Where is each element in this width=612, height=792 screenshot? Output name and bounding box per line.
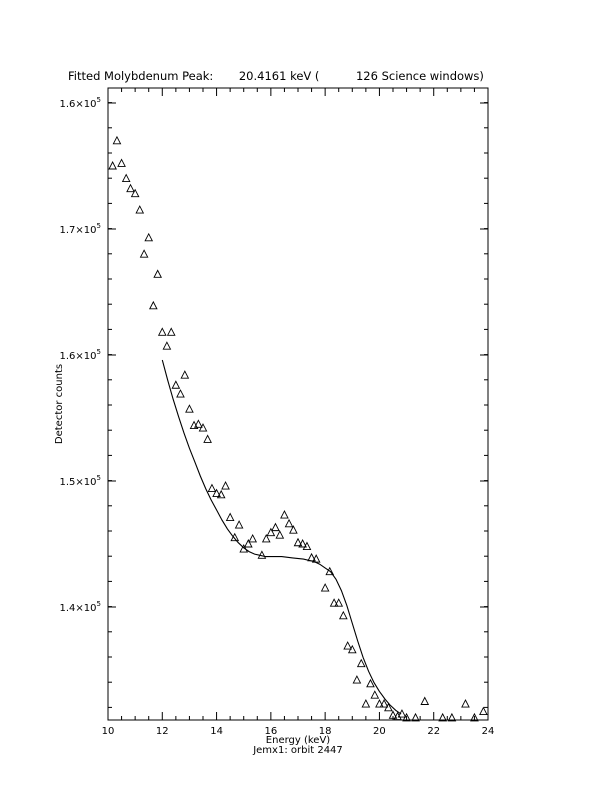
data-point	[236, 521, 243, 528]
data-point	[186, 405, 193, 412]
data-point	[127, 185, 134, 192]
data-point	[159, 328, 166, 335]
data-point	[358, 660, 365, 667]
x-tick-label: 20	[373, 726, 386, 737]
data-point	[340, 612, 347, 619]
y-tick-label: $1.5\times 10^5$	[59, 474, 101, 488]
data-point	[267, 529, 274, 536]
data-point	[249, 535, 256, 542]
data-point	[462, 700, 469, 707]
y-tick-exponent: 5	[96, 96, 101, 104]
data-points	[109, 137, 487, 721]
data-point	[195, 420, 202, 427]
data-point	[272, 524, 279, 531]
data-point	[344, 642, 351, 649]
x-tick-label: 14	[210, 726, 223, 737]
data-point	[113, 137, 120, 144]
y-tick-exponent: 5	[96, 348, 101, 356]
y-tick-exponent: 5	[96, 474, 101, 482]
data-point	[136, 206, 143, 213]
plot-frame	[108, 88, 488, 720]
data-point	[227, 514, 234, 521]
data-point	[181, 371, 188, 378]
y-tick-labels	[60, 96, 101, 614]
y-tick-label: $1.6\times 10^5$	[59, 348, 101, 362]
data-point	[177, 390, 184, 397]
data-point	[132, 190, 139, 197]
fit-line	[162, 360, 401, 714]
fit-curve-layer	[162, 360, 401, 714]
x-tick-label: 10	[101, 726, 115, 737]
data-point	[222, 482, 229, 489]
data-point	[123, 175, 130, 182]
y-tick-exponent: 5	[96, 600, 101, 608]
chart-title: Fitted Molybdenum Peak: 20.4161 keV ( 126 Science windows)	[68, 69, 484, 83]
y-tick-exponent: 5	[96, 222, 101, 230]
data-point	[168, 328, 175, 335]
data-point	[208, 485, 215, 492]
data-point	[276, 531, 283, 538]
data-point	[371, 691, 378, 698]
data-point	[245, 540, 252, 547]
data-point	[118, 159, 125, 166]
data-point	[353, 676, 360, 683]
footer-note: Jemx1: orbit 2447	[253, 745, 343, 756]
x-tick-label: 18	[318, 726, 332, 737]
data-point	[154, 270, 161, 277]
x-tick-label: 16	[264, 726, 278, 737]
x-tick-label: 22	[427, 726, 441, 737]
data-point	[109, 162, 116, 169]
data-point	[172, 381, 179, 388]
data-point	[281, 511, 288, 518]
data-point	[480, 708, 487, 715]
x-axis-label: Energy (keV)	[265, 735, 331, 746]
axis-ticks	[108, 88, 488, 720]
y-tick-label: $1.4\times 10^5$	[59, 600, 101, 614]
data-point	[362, 700, 369, 707]
data-point	[150, 302, 157, 309]
data-point	[204, 435, 211, 442]
data-point	[163, 342, 170, 349]
data-point	[322, 584, 329, 591]
data-point	[145, 234, 152, 241]
data-point	[141, 250, 148, 257]
y-axis-label: Detector counts	[54, 363, 65, 445]
y-tick-label: $1.7\times 10^5$	[59, 222, 101, 236]
x-tick-label: 24	[481, 726, 495, 737]
data-point	[285, 520, 292, 527]
data-point	[421, 698, 428, 705]
y-tick-label: $1.6\times 10^5$	[59, 96, 101, 110]
x-tick-label: 12	[155, 726, 169, 737]
